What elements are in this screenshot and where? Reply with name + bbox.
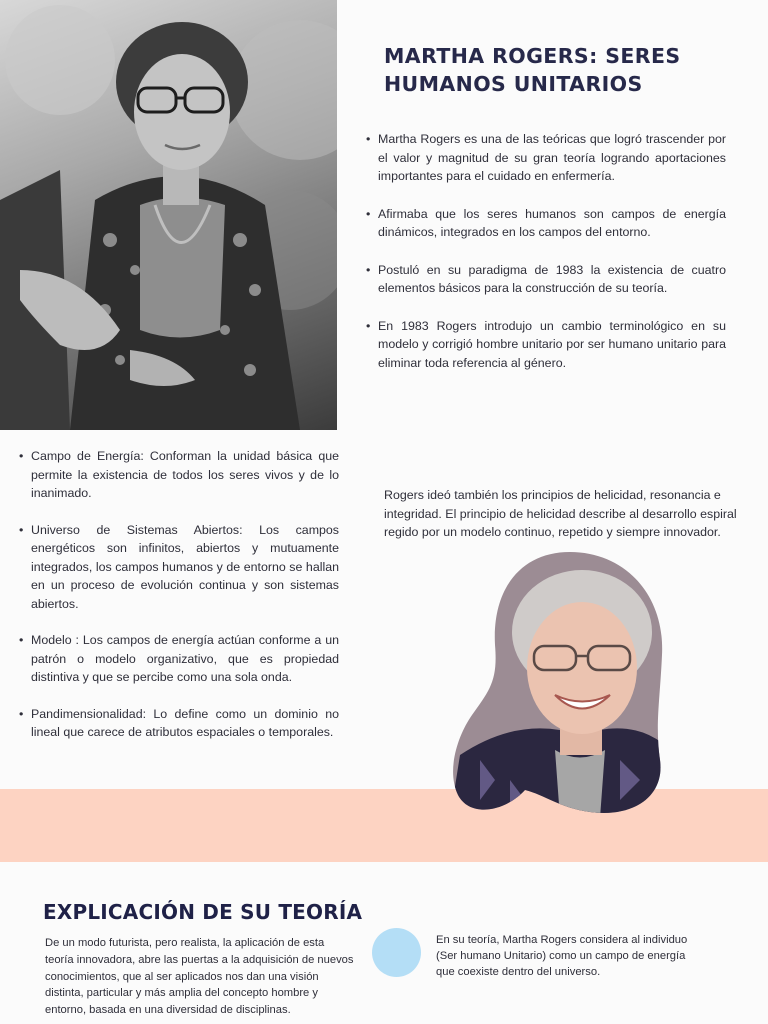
page-title: MARTHA ROGERS: SERES HUMANOS UNITARIOS (384, 44, 681, 96)
list-item: • Campo de Energía: Conforman la unidad básica que permite la existencia de todos los seres vivos y de lo inanimado. (19, 447, 339, 503)
decorative-circle (372, 928, 421, 977)
concept-paragraph: En su teoría, Martha Rogers considera al individuo (Ser humano Unitario) como un campo de energía que coexiste dentro del universo. (436, 934, 688, 979)
portrait-photo-bw (0, 0, 337, 430)
elements-list (19, 447, 339, 760)
explanation-paragraph: De un modo futurista, pero realista, la aplicación de esta teoría innovadora, abre las puertas a la adquisición de nuevos conocimientos, que al ser aplicados nos dan una visión distinta, particular y más amplia del concepto hombre y entorno, basada en una diversidad de disciplinas. (45, 937, 354, 1017)
intro-list (366, 130, 726, 391)
list-item: • Postuló en su paradigma de 1983 la existencia de cuatro elementos básicos para la construcción de su teoría. (366, 261, 726, 298)
list-item: • Modelo : Los campos de energía actúan conforme a un patrón o modelo organizativo, que es propiedad distintiva y que se percibe como una sola onda. (19, 631, 339, 687)
portrait-photo-color (450, 550, 675, 818)
list-item: • Pandimensionalidad: Lo define como un dominio no lineal que carece de atributos espaciales o temporales. (19, 705, 339, 742)
list-item: • Martha Rogers es una de las teóricas que logró trascender por el valor y magnitud de su gran teoría logrando aportaciones importantes para el cuidado en enfermería. (366, 130, 726, 186)
list-item: • Universo de Sistemas Abiertos: Los campos energéticos son infinitos, abiertos y mutuamente integrados, los campos humanos y de entorno se hallan en un proceso de evolución continua y son sistemas abiertos. (19, 521, 339, 614)
list-item: • Afirmaba que los seres humanos son campos de energía dinámicos, integrados en los campos del entorno. (366, 205, 726, 242)
section-title: EXPLICACIÓN DE SU TEORÍA (43, 900, 363, 924)
principles-paragraph: Rogers ideó también los principios de helicidad, resonancia e integridad. El principio de helicidad describe al desarrollo espiral regido por un modelo continuo, repetido y siempre innovador. (384, 488, 737, 539)
list-item: • En 1983 Rogers introdujo un cambio terminológico en su modelo y corrigió hombre unitario por ser humano unitario para eliminar toda referencia al género. (366, 317, 726, 373)
